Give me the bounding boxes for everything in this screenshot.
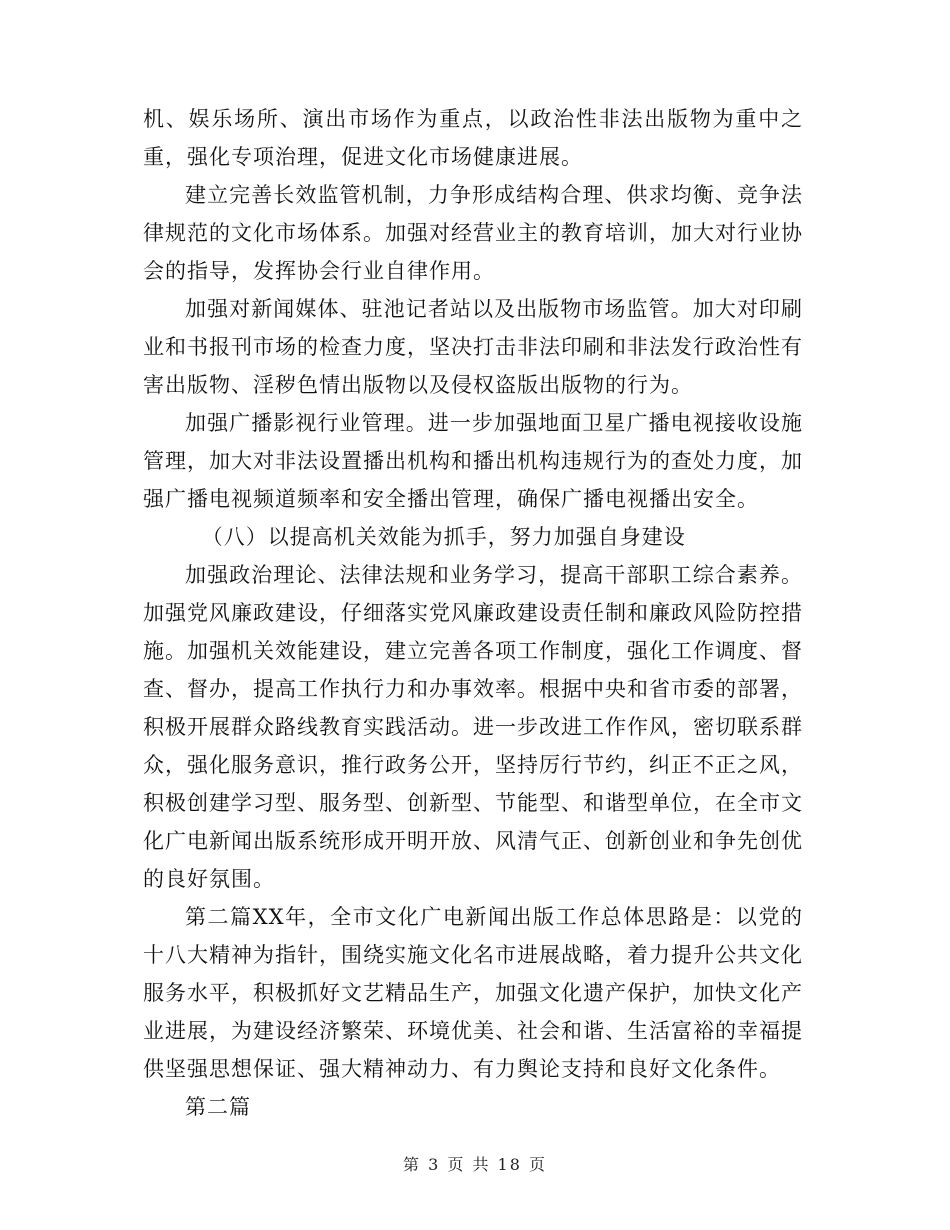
paragraph-supervision-mechanism: 建立完善长效监管机制，力争形成结构合理、供求均衡、竞争法律规范的文化市场体系。加强对经营业主的教育培训，加大对行业协会的指导，发挥协会行业自律作用。 [143, 183, 803, 283]
paragraph-continuation: 机、娱乐场所、演出市场作为重点，以政治性非法出版物为重中之重，强化专项治理，促进文化市场健康进展。 [143, 107, 803, 169]
paragraph-part-two: 第二篇 [185, 1095, 251, 1119]
document-body [143, 100, 803, 1126]
page-number-footer: 第 3 页 共 18 页 [403, 1155, 547, 1174]
paragraph-overall-approach: 第二篇XX年，全市文化广电新闻出版工作总体思路是：以党的十八大精神为指针，围绕实施文化名市进展战略，着力提升公共文化服务水平，积极抓好文艺精品生产，加强文化遗产保护，加快文化产业进展，为建设经济繁荣、环境优美、社会和谐、生活富裕的幸福提供坚强思想保证、强大精神动力、有力舆论支持和良好文化条件。 [143, 905, 803, 1081]
section-heading: （八）以提高机关效能为抓手，努力加强自身建设 [201, 525, 686, 549]
paragraph-media-supervision: 加强对新闻媒体、驻池记者站以及出版物市场监管。加大对印刷业和书报刊市场的检查力度，坚决打击非法印刷和非法发行政治性有害出版物、淫秽色情出版物以及侵权盗版出版物的行为。 [143, 297, 803, 397]
paragraph-self-construction: 加强政治理论、法律法规和业务学习，提高干部职工综合素养。加强党风廉政建设，仔细落实党风廉政建设责任制和廉政风险防控措施。加强机关效能建设，建立完善各项工作制度，强化工作调度、督查、督办，提高工作执行力和办事效率。根据中央和省市委的部署，积极开展群众路线教育实践活动。进一步改进工作作风，密切联系群众，强化服务意识，推行政务公开，坚持厉行节约，纠正不正之风，积极创建学习型、服务型、创新型、节能型、和谐型单位，在全市文化广电新闻出版系统形成开明开放、风清气正、创新创业和争先创优的良好氛围。 [143, 563, 803, 891]
paragraph-broadcast-management: 加强广播影视行业管理。进一步加强地面卫星广播电视接收设施管理，加大对非法设置播出机构和播出机构违规行为的查处力度，加强广播电视频道频率和安全播出管理，确保广播电视播出安全。 [143, 411, 803, 511]
